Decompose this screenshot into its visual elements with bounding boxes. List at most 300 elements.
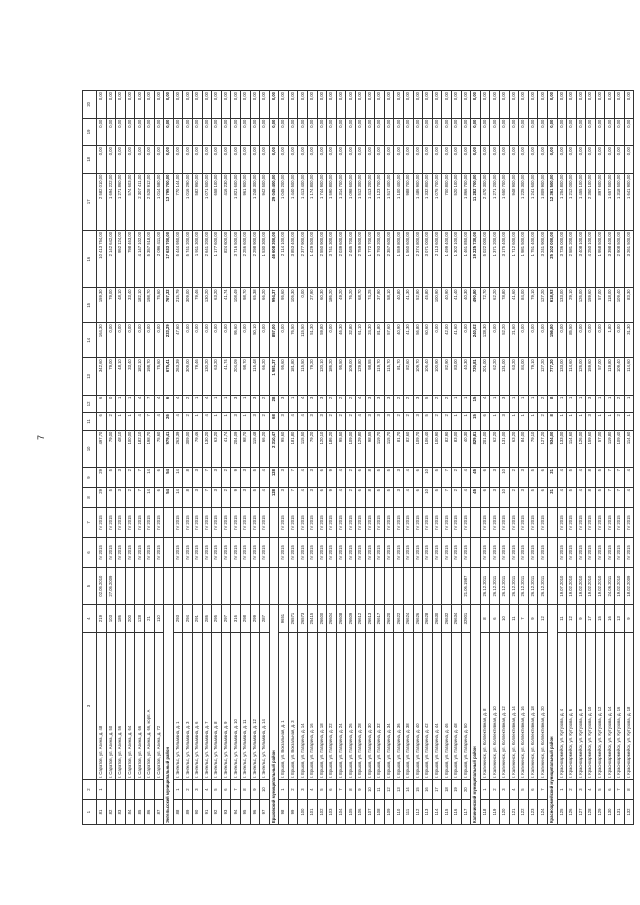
table-cell: 2 096 411,00	[154, 230, 164, 287]
table-cell: IV 2015	[231, 507, 241, 537]
table-cell: 6	[356, 488, 366, 508]
table-cell: 4	[260, 488, 270, 508]
table-cell: 10	[365, 780, 375, 800]
table-cell: 2 114 100,00	[279, 230, 289, 287]
table-cell: 5 444 950,00	[173, 230, 183, 287]
table-cell: 115,50	[298, 358, 308, 395]
table-cell: IV 2015	[442, 507, 452, 537]
table-cell: 109,70	[413, 358, 423, 395]
table-cell: 0,00	[346, 91, 356, 119]
table-cell: 14	[144, 468, 154, 488]
table-cell: 45,80	[423, 288, 433, 323]
table-cell: 115,50	[298, 323, 308, 358]
group-label: Калининский муниципальный район	[471, 605, 481, 825]
table-row	[298, 91, 308, 825]
table-cell: 52,20	[499, 323, 509, 358]
table-cell: 3	[499, 413, 509, 430]
address-cell: г. Ершов, ул. Гагарина, д. 22	[327, 632, 337, 779]
address-cell: г. Красноармейск, ул. Кутузова, д. 10	[586, 632, 596, 779]
table-cell: 2	[538, 395, 548, 412]
table-cell: 0,00	[135, 118, 145, 145]
table-cell: 0,00	[375, 118, 385, 145]
table-cell: IV 2015	[125, 537, 135, 567]
table-cell: 182,10	[135, 430, 145, 467]
table-cell	[221, 567, 231, 604]
column-header: 13	[83, 358, 97, 395]
table-cell: 159,60	[586, 288, 596, 323]
table-cell: 95	[240, 800, 250, 825]
table-cell: IV 2015	[279, 507, 289, 537]
table-cell: 3	[212, 488, 222, 508]
table-cell: 99	[288, 800, 298, 825]
table-cell: 1 455 100,00	[576, 173, 586, 230]
table-cell: 0,00	[375, 91, 385, 119]
table-cell: 0,00	[154, 118, 164, 145]
table-cell: 7	[336, 780, 346, 800]
table-cell: 497,70	[97, 430, 107, 467]
table-cell: 1	[576, 413, 586, 430]
table-cell: 0,00	[480, 146, 490, 173]
table-cell: IV 2015	[231, 537, 241, 567]
table-cell: 79,10	[528, 358, 538, 395]
table-cell: 24.06.2011	[605, 567, 615, 604]
table-cell: 63,20	[212, 288, 222, 323]
table-cell: 159,60	[586, 358, 596, 395]
table-cell: 186,20	[327, 358, 337, 395]
table-cell: 3	[192, 488, 202, 508]
table-cell: 4	[461, 468, 471, 488]
table-cell: 109	[384, 800, 394, 825]
table-cell: IV 2015	[327, 537, 337, 567]
table-cell: IV 2015	[144, 537, 154, 567]
table-cell: 0,00	[202, 118, 212, 145]
table-cell: 8	[346, 780, 356, 800]
table-cell	[432, 567, 442, 604]
group-cell: 0,00	[471, 146, 481, 173]
table-cell: 65,38	[250, 288, 260, 323]
table-cell: 3	[317, 395, 327, 412]
table-cell	[404, 567, 414, 604]
table-cell: 4	[576, 488, 586, 508]
table-cell: 2 142 642,00	[106, 230, 116, 287]
table-cell: 2 298 900,00	[250, 230, 260, 287]
table-cell: 3	[298, 780, 308, 800]
table-cell: 0,00	[192, 91, 202, 119]
table-cell: 0,00	[346, 118, 356, 145]
group-cell	[164, 507, 174, 537]
table-cell: IV 2015	[116, 507, 126, 537]
table-cell: 84,00	[519, 430, 529, 467]
table-cell: 97	[260, 800, 270, 825]
group-cell	[471, 507, 481, 537]
group-cell	[269, 567, 279, 604]
table-row	[279, 91, 289, 825]
table-row	[394, 91, 404, 825]
table-cell: 120,10	[317, 358, 327, 395]
table-cell: 6	[97, 413, 107, 430]
table-cell: 119,70	[375, 430, 385, 467]
table-cell: 102	[317, 800, 327, 825]
table-cell: 79,20	[308, 430, 318, 467]
table-cell: 63,20	[509, 430, 519, 467]
table-cell: 84,00	[519, 358, 529, 395]
table-cell: 2	[183, 413, 193, 430]
table-cell: 2	[451, 488, 461, 508]
group-cell: 0,00	[164, 118, 174, 145]
group-cell: 777,20	[547, 358, 557, 395]
group-row	[269, 91, 279, 825]
table-cell: 1 123 700,00	[375, 173, 385, 230]
table-cell: 0,00	[308, 146, 318, 173]
table-cell: 201,00	[480, 358, 490, 395]
table-cell: 2 256 600,00	[240, 230, 250, 287]
table-cell: 2	[336, 413, 346, 430]
table-cell: 33,40	[125, 288, 135, 323]
table-cell: 5	[384, 468, 394, 488]
group-cell	[547, 507, 557, 537]
table-cell: IV 2015	[135, 507, 145, 537]
table-cell: 98,55	[365, 358, 375, 395]
table-cell: 952 124,00	[116, 230, 126, 287]
table-cell	[279, 567, 289, 604]
table-cell: 120	[499, 800, 509, 825]
table-cell: 3	[116, 488, 126, 508]
table-cell: 100	[298, 800, 308, 825]
table-cell: 0,00	[308, 91, 318, 119]
table-cell: 2	[567, 780, 577, 800]
table-cell: 82,60	[404, 430, 414, 467]
group-cell: 19 225 730,00	[471, 230, 481, 287]
table-cell: 2 350 100,00	[586, 173, 596, 230]
table-cell: 2 759 500,00	[356, 230, 366, 287]
table-cell: 109,00	[346, 430, 356, 467]
table-cell: 1 657 500,00	[605, 173, 615, 230]
table-cell: 0,00	[221, 323, 231, 358]
table-cell: 1 413 200,00	[365, 173, 375, 230]
group-cell: 46 608 300,00	[269, 230, 279, 287]
table-cell: 4	[356, 395, 366, 412]
table-cell: 0,00	[279, 146, 289, 173]
table-cell: IV 2015	[308, 537, 318, 567]
table-cell: 1	[288, 395, 298, 412]
table-cell: 0,00	[106, 91, 116, 119]
table-cell: 0,00	[327, 118, 337, 145]
table-cell: 26608	[336, 605, 346, 632]
table-cell: 3	[375, 413, 385, 430]
table-cell: 3	[586, 395, 596, 412]
table-cell: 5	[317, 780, 327, 800]
table-cell: 0,00	[97, 91, 107, 119]
table-row	[125, 91, 135, 825]
table-cell: 1 271 860,00	[116, 173, 126, 230]
table-cell: 3	[490, 468, 500, 488]
table-cell: IV 2015	[576, 507, 586, 537]
table-cell: IV 2015	[192, 537, 202, 567]
table-cell: 0,00	[567, 91, 577, 119]
table-cell: 1	[490, 395, 500, 412]
table-cell: 5	[375, 488, 385, 508]
table-cell: 0,00	[451, 91, 461, 119]
table-cell: 1 751 400,00	[528, 230, 538, 287]
table-row	[509, 91, 519, 825]
column-header: 15	[83, 288, 97, 323]
table-cell: 5	[567, 488, 577, 508]
table-cell: 5 741 200,00	[183, 230, 193, 287]
table-cell: 4	[404, 488, 414, 508]
table-cell: 100,00	[125, 430, 135, 467]
group-cell: 54	[164, 488, 174, 508]
group-cell: 68	[269, 413, 279, 430]
table-cell	[336, 567, 346, 604]
table-cell: 2	[327, 395, 337, 412]
table-cell: 198,70	[144, 288, 154, 323]
table-cell: 125	[557, 800, 567, 825]
column-header: 3	[83, 632, 97, 779]
table-cell: 0,00	[240, 323, 250, 358]
table-cell: 9	[576, 605, 586, 632]
table-cell: 770 144,00	[173, 173, 183, 230]
table-cell: 215,79	[173, 288, 183, 323]
table-cell: 0,00	[490, 146, 500, 173]
table-cell: 26613	[365, 605, 375, 632]
table-cell: 3	[279, 468, 289, 488]
table-cell: 63,20	[509, 358, 519, 395]
table-cell: 32,80	[346, 323, 356, 358]
table-cell: 116	[451, 800, 461, 825]
group-cell: 829,81	[471, 430, 481, 467]
table-cell: IV 2015	[538, 537, 548, 567]
table-row	[356, 91, 366, 825]
table-cell: 8	[183, 468, 193, 488]
table-cell: 0,00	[336, 91, 346, 119]
table-cell: 2	[260, 413, 270, 430]
table-cell: 0,00	[480, 118, 490, 145]
table-cell: 0,00	[576, 146, 586, 173]
address-cell: г. Саратов, ул. Азина, д. 72	[154, 632, 164, 779]
table-cell: 10	[499, 468, 509, 488]
table-cell: 5	[423, 395, 433, 412]
table-cell: 131,00	[499, 358, 509, 395]
table-cell: 297	[221, 605, 231, 632]
table-row	[288, 91, 298, 825]
table-cell: 3	[308, 488, 318, 508]
table-cell: 0,00	[595, 118, 605, 145]
address-cell: г. Саратов, ул. Азина, д. 64	[125, 632, 135, 779]
table-row	[567, 91, 577, 825]
table-cell: 0,00	[202, 91, 212, 119]
table-cell: 57,00	[595, 288, 605, 323]
group-label: Ершовский муниципальный район	[269, 605, 279, 825]
table-cell: 159,60	[586, 430, 596, 467]
table-cell: 0,00	[202, 146, 212, 173]
address-cell: г. Ершов, ул. Гагарина, д. 48	[451, 632, 461, 779]
table-cell: 1	[192, 395, 202, 412]
table-row	[595, 91, 605, 825]
table-cell: 0,00	[586, 118, 596, 145]
address-cell: г. Энгельс, ул. Тельмана, д. 14	[260, 632, 270, 779]
table-cell: 7	[538, 780, 548, 800]
table-cell: 0,00	[240, 91, 250, 119]
table-cell: 40,30	[461, 430, 471, 467]
table-row	[154, 91, 164, 825]
table-cell: 26626	[413, 605, 423, 632]
table-cell: 2	[346, 468, 356, 488]
group-cell	[547, 537, 557, 567]
table-cell	[154, 567, 164, 604]
table-cell	[375, 567, 385, 604]
table-cell: 0,00	[442, 146, 452, 173]
group-cell: 730,81	[471, 358, 481, 395]
table-cell: 3	[231, 413, 241, 430]
group-cell: 934,00	[547, 430, 557, 467]
table-row	[106, 91, 116, 825]
table-cell: 0,00	[509, 146, 519, 173]
table-cell: 0,00	[231, 118, 241, 145]
table-cell: 106,40	[423, 358, 433, 395]
address-cell: г. Ершов, ул. Гагарина, д. 32	[375, 632, 385, 779]
table-cell: 0,00	[317, 91, 327, 119]
table-cell	[116, 567, 126, 604]
table-cell: 7	[442, 468, 452, 488]
table-cell: 0,00	[384, 146, 394, 173]
table-row	[250, 91, 260, 825]
table-cell: 9	[231, 468, 241, 488]
table-row	[260, 91, 270, 825]
table-cell: 293	[173, 605, 183, 632]
table-cell: 1	[595, 413, 605, 430]
table-cell: 4	[461, 488, 471, 508]
table-cell: 2	[404, 395, 414, 412]
table-cell: 3	[279, 413, 289, 430]
table-cell: IV 2015	[576, 537, 586, 567]
table-cell: 7	[288, 488, 298, 508]
table-row	[557, 91, 567, 825]
table-cell: 40,80	[394, 288, 404, 323]
table-cell: 5 022 000,00	[480, 230, 490, 287]
table-cell: 1 098 600,00	[346, 173, 356, 230]
table-cell: 9	[250, 780, 260, 800]
table-cell: 0,00	[260, 323, 270, 358]
table-cell: 0,00	[365, 118, 375, 145]
table-cell: 181,80	[288, 430, 298, 467]
table-cell: 2	[327, 413, 337, 430]
group-cell: 0,00	[471, 118, 481, 145]
table-cell: IV 2015	[605, 507, 615, 537]
table-cell: 103	[327, 800, 337, 825]
table-cell: IV 2015	[461, 507, 471, 537]
table-cell: 66,20	[260, 430, 270, 467]
table-cell: 8	[480, 605, 490, 632]
table-cell: 0,00	[557, 91, 567, 119]
table-cell: 126,00	[576, 358, 586, 395]
table-cell: 0,00	[336, 146, 346, 173]
table-cell: 0,00	[461, 91, 471, 119]
table-cell: 111	[404, 800, 414, 825]
address-cell: г. Ершов, ул. Гагарина, д. 38	[404, 632, 414, 779]
column-header: 9	[83, 468, 97, 488]
table-cell: 1 590 800,00	[327, 173, 337, 230]
table-cell: 1	[528, 395, 538, 412]
table-cell: 115,70	[384, 358, 394, 395]
table-cell: IV 2015	[173, 537, 183, 567]
table-cell: 63,20	[212, 358, 222, 395]
table-cell: IV 2015	[375, 537, 385, 567]
table-cell: 798 463,00	[125, 230, 135, 287]
table-cell: 0,00	[519, 91, 529, 119]
table-cell: 0,00	[125, 91, 135, 119]
table-cell: 87	[154, 800, 164, 825]
group-cell: 0,00	[269, 118, 279, 145]
table-cell: IV 2015	[528, 537, 538, 567]
table-cell: 0,00	[615, 118, 625, 145]
table-cell: 115	[442, 800, 452, 825]
table-cell: 0,00	[538, 323, 548, 358]
table-cell: IV 2015	[432, 537, 442, 567]
table-cell: 100,90	[432, 288, 442, 323]
table-cell: 4	[173, 395, 183, 412]
table-cell: 13	[394, 780, 404, 800]
table-cell: 26622	[394, 605, 404, 632]
table-cell: 6	[605, 780, 615, 800]
table-cell: 3	[240, 468, 250, 488]
table-row	[327, 91, 337, 825]
table-cell: 7	[615, 468, 625, 488]
table-row	[202, 91, 212, 825]
table-cell: 133,00	[557, 430, 567, 467]
table-cell: 0,00	[221, 91, 231, 119]
table-cell: 133,00	[557, 288, 567, 323]
table-cell	[192, 567, 202, 604]
table-cell: 0,00	[192, 118, 202, 145]
table-cell: 2 357 600,00	[384, 230, 394, 287]
address-cell: г. Саратов, ул. Азина, д. 66, корп. А	[144, 632, 154, 779]
table-cell: IV 2015	[212, 507, 222, 537]
table-cell: 0,00	[499, 118, 509, 145]
table-cell: 0,00	[528, 323, 538, 358]
table-cell: 1	[509, 413, 519, 430]
table-cell: 94	[231, 800, 241, 825]
table-cell: 3 853 400,00	[288, 230, 298, 287]
table-cell: 1	[567, 395, 577, 412]
address-cell: г. Энгельс, ул. Тельмана, д. 8	[212, 632, 222, 779]
table-cell: 6	[538, 488, 548, 508]
table-cell: IV 2015	[346, 537, 356, 567]
group-cell: 12 361 500,00	[547, 173, 557, 230]
table-cell: 105	[346, 800, 356, 825]
column-header: 16	[83, 230, 97, 287]
address-cell: г. Красноармейск, ул. Кутузова, д. 4	[557, 632, 567, 779]
table-cell: 0,00	[231, 91, 241, 119]
table-cell: 6	[538, 468, 548, 488]
table-cell: 83,00	[451, 430, 461, 467]
table-cell: 98,70	[240, 358, 250, 395]
table-cell: 204,09	[231, 358, 241, 395]
table-cell: 1 486 900,00	[413, 173, 423, 230]
table-cell: 0,00	[442, 91, 452, 119]
table-cell	[365, 567, 375, 604]
table-cell: 0,00	[106, 323, 116, 358]
table-cell: 3	[384, 413, 394, 430]
table-cell: 48,10	[116, 358, 126, 395]
table-cell: 186,20	[327, 288, 337, 323]
table-cell: IV 2015	[384, 507, 394, 537]
table-cell: 1	[116, 395, 126, 412]
table-cell: 66,20	[260, 358, 270, 395]
table-cell: 3	[365, 395, 375, 412]
table-cell: 2	[432, 413, 442, 430]
table-cell: 186	[116, 605, 126, 632]
table-cell: 4	[624, 488, 634, 508]
